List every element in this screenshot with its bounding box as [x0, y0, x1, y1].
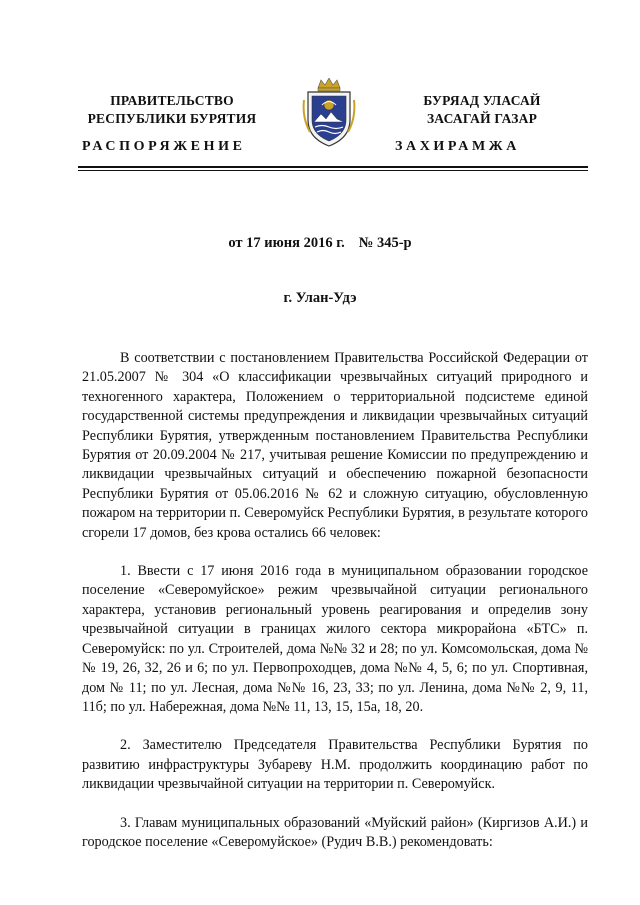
government-title-ru-line1: ПРАВИТЕЛЬСТВО: [110, 93, 234, 108]
document-body: [82, 349, 588, 871]
preamble-paragraph: В соответствии с постановлением Правительства Российской Федерации от 21.05.2007 № 304 «О классификации чрезвычайных ситуаций природного и техногенного характера, Положением о территориальной подсистеме единой государственной системы предупреждения и ликвидации чрезвычайных ситуаций Республики Бурятия, утвержденным постановлением Правительства Республики Бурятия от 20.09.2004 № 217, учитывая решение Комиссии по предупреждению и ликвидации чрезвычайных ситуаций и обеспечению пожарной безопасности Республики Бурятия от 05.06.2016 № 62 и сложную ситуацию, обусловленную пожаром на территории п. Северомуйск Республики Бурятия, в результате которого сгорели 17 домов, без крова остались 66 человек:: [82, 350, 588, 541]
government-title-bua: [372, 92, 592, 128]
doc-type-ru: РАСПОРЯЖЕНИЕ: [82, 139, 246, 154]
document-city: г. Улан-Удэ: [283, 290, 357, 306]
clause-2-paragraph: 2. Заместителю Председателя Правительства Республики Бурятия по развитию инфраструктуры Зубареву Н.М. продолжить координацию работ по ликвидации чрезвычайной ситуации на территории п. Северомуйск.: [82, 737, 588, 793]
date-number-line: [0, 235, 640, 252]
clause-1-paragraph: 1. Ввести с 17 июня 2016 года в муниципальном образовании городское поселение «Северомуйское» режим чрезвычайной ситуации регионального характера, установив региональный уровень реагирования и определив зону чрезвычайной ситуации в границах жилого сектора микрорайона «БТС» п. Северомуйск: по ул. Строителей, дома №№ 32 и 28; по ул. Комсомольская, дома №№ 19, 26, 32, 26 и 6; по ул. Первопроходцев, дома №№ 4, 5, 6; по ул. Спортивная, дом № 11; по ул. Лесная, дома №№ 16, 23, 33; по ул. Ленина, дома №№ 2, 9, 11, 11б; по ул. Набережная, дома №№ 11, 13, 15, 15а, 18, 20.: [82, 563, 588, 715]
clause-3-paragraph: 3. Главам муниципальных образований «Муйский район» (Киргизов А.И.) и городское поселение «Северомуйское» (Рудич В.В.) рекомендовать:: [82, 814, 588, 850]
government-title-bua-line2: ЗАСАГАЙ ГАЗАР: [426, 111, 538, 126]
coat-of-arms-icon: [300, 78, 358, 148]
government-title-ru: [52, 92, 292, 128]
doc-type-bua: ЗАХИРАМЖА: [395, 139, 520, 154]
header-divider-thin: [78, 170, 588, 171]
document-date: от 17 июня 2016 г.: [228, 235, 345, 251]
government-title-bua-line1: БУРЯАД УЛАСАЙ: [423, 93, 541, 108]
document-number: № 345-р: [358, 235, 412, 251]
government-title-ru-line2: РЕСПУБЛИКИ БУРЯТИЯ: [87, 111, 257, 126]
header-divider-thick: [78, 166, 588, 168]
